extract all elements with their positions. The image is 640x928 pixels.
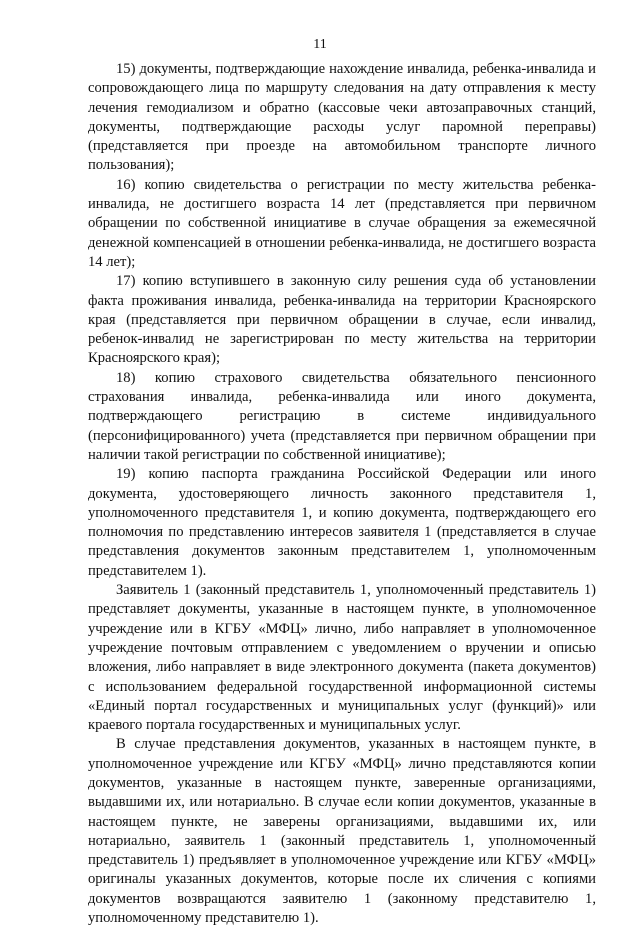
document-body (88, 60, 596, 928)
paragraph-item-15: 15) документы, подтверждающие нахождение инвалида, ребенка-инвалида и сопровождающего лица по маршруту следования на дату отправления к месту лечения гемодиализом и обратно (кассовые чеки автозаправочных станций, документы, подтверждающие расходы услуг паромной переправы) (представляется при проезде на автомобильном транспорте личного пользования); (88, 61, 596, 174)
paragraph-item-18: 18) копию страхового свидетельства обязательного пенсионного страхования инвалида, ребенка-инвалида или иного документа, подтверждающего регистрацию в системе индивидуального (персонифицированного) учета (представляется при первичном обращении при наличии такой регистрации по собственной инициативе); (88, 369, 596, 463)
paragraph-submission-methods: Заявитель 1 (законный представитель 1, уполномоченный представитель 1) представляет документы, указанные в настоящем пункте, в уполномоченное учреждение или в КГБУ «МФЦ» лично, либо направляет в уполномоченное учреждение почтовым отправлением с уведомлением о вручении и описью вложения, либо направляет в виде электронного документа (пакета документов) с использованием федеральной государственной информационной системы «Единый портал государственных и муниципальных услуг (функций)» или краевого портала государственных и муниципальных услуг. (88, 582, 596, 734)
paragraph-item-17: 17) копию вступившего в законную силу решения суда об установлении факта проживания инвалида, ребенка-инвалида на территории Красноярского края (представляется при первичном обращении в случае, если инвалид, ребенок-инвалид не зарегистрирован по месту жительства на территории Красноярского края); (88, 273, 596, 367)
page-number: 11 (313, 37, 327, 52)
paragraph-item-19: 19) копию паспорта гражданина Российской Федерации или иного документа, удостоверяющего личность законного представителя 1, уполномоченного представителя 1, и копию документа, подтверждающего его полномочия по представлению интересов заявителя 1 (представляется в случае представления документов законным представителем 1, уполномоченным представителем 1). (88, 466, 596, 579)
paragraph-item-16: 16) копию свидетельства о регистрации по месту жительства ребенка-инвалида, не достигшего возраста 14 лет (представляется при первичном обращении по собственной инициативе в случае обращения за ежемесячной денежной компенсацией в отношении ребенка-инвалида, не достигшего возраста 14 лет); (88, 176, 596, 270)
paragraph-document-copies: В случае представления документов, указанных в настоящем пункте, в уполномоченное учреждение или КГБУ «МФЦ» лично представляются копии документов, указанные в настоящем пункте, заверенные организациями, выдавшими их, или нотариально. В случае если копии документов, указанные в настоящем пункте, не заверены организациями, выдавшими их, или нотариально, заявитель 1 (законный представитель 1, уполномоченный представитель 1) предъявляет в уполномоченное учреждение или КГБУ «МФЦ» оригиналы указанных документов, которые после их сличения с копиями документов возвращаются заявителю 1 (законному представителю 1, уполномоченному представителю 1). (88, 736, 596, 927)
